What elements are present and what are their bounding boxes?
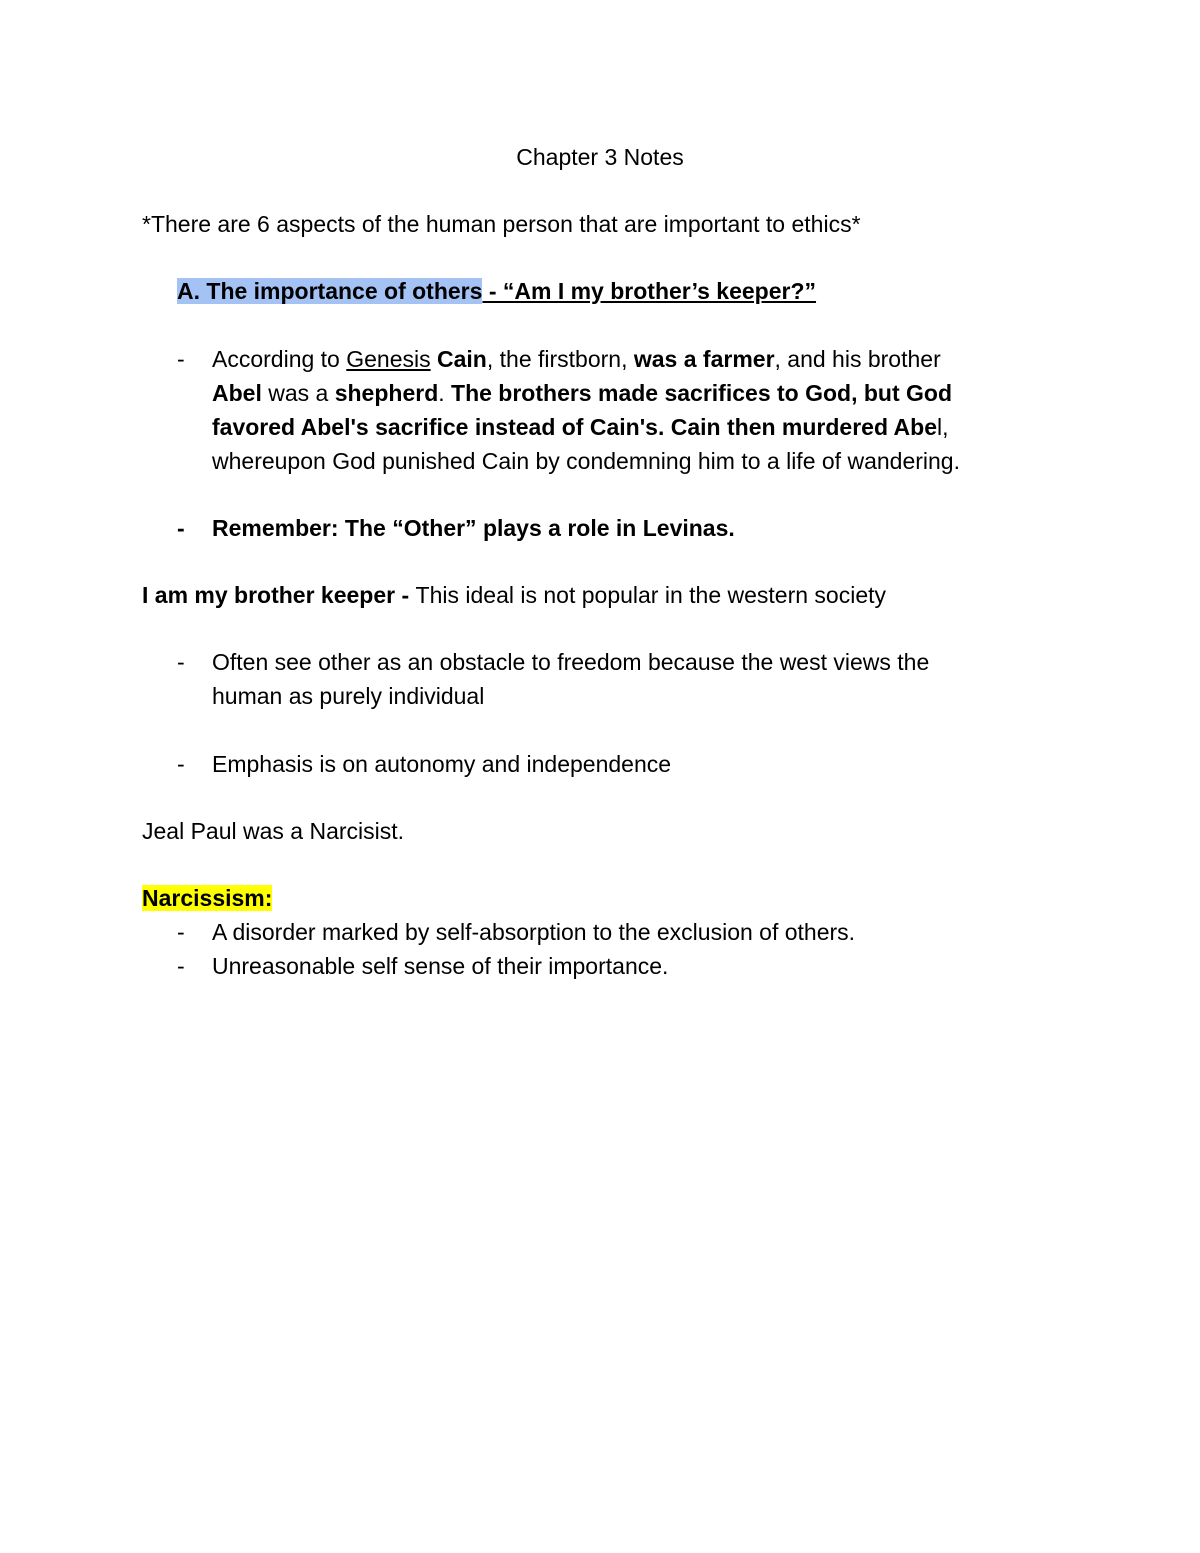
genesis-line-2 bbox=[212, 376, 952, 410]
text-run-bold: shepherd bbox=[334, 380, 439, 406]
text-run-bold: The brothers made sacrifices to God, but God bbox=[451, 380, 952, 406]
text-run-bold: Cain then murdered Abe bbox=[670, 414, 937, 440]
text-run: l, bbox=[937, 414, 949, 440]
document-title: Chapter 3 Notes bbox=[516, 144, 684, 170]
jeal-paragraph: Jeal Paul was a Narcisist. bbox=[142, 818, 405, 844]
text-run-bold: was a farmer bbox=[633, 346, 775, 372]
text-run-bold: Abel bbox=[212, 380, 262, 406]
keeper-bold: I am my brother keeper - bbox=[142, 582, 416, 608]
text-run: . bbox=[438, 380, 452, 406]
bullet-dash: - bbox=[177, 919, 185, 945]
text-run: was a bbox=[261, 380, 335, 406]
bullet-dash: - bbox=[177, 649, 185, 675]
genesis-line-3 bbox=[212, 410, 949, 444]
text-run-bold: Cain bbox=[437, 346, 487, 372]
bullet-dash: - bbox=[177, 953, 185, 979]
narcissism-heading bbox=[142, 881, 272, 915]
keeper-bullet-1-line-1: Often see other as an obstacle to freedom because the west views the bbox=[212, 649, 930, 675]
keeper-bullet-1-line-2: human as purely individual bbox=[212, 683, 485, 709]
narcissism-bullet-2-text: Unreasonable self sense of their importance. bbox=[212, 953, 669, 979]
keeper-rest: This ideal is not popular in the western society bbox=[415, 582, 887, 608]
text-run: , and his brother bbox=[774, 346, 941, 372]
genesis-line-1 bbox=[212, 342, 941, 376]
narcissism-highlight: Narcissism: bbox=[142, 885, 273, 911]
remember-text: Remember: The “Other” plays a role in Levinas. bbox=[212, 515, 735, 541]
text-run: , the firstborn, bbox=[486, 346, 634, 372]
narcissism-bullet-1-text: A disorder marked by self-absorption to the exclusion of others. bbox=[212, 919, 856, 945]
genesis-line-4: whereupon God punished Cain by condemning him to a life of wandering. bbox=[212, 448, 960, 474]
bullet-dash: - bbox=[177, 346, 185, 372]
text-run-bold: favored Abel's sacrifice instead of Cain's. bbox=[212, 414, 665, 440]
section-a-heading-highlighted: The importance of others bbox=[200, 278, 483, 304]
bullet-dash: - bbox=[177, 751, 185, 777]
section-a-highlight bbox=[177, 278, 482, 304]
text-run: According to bbox=[212, 346, 347, 372]
intro-text: *There are 6 aspects of the human person that are important to ethics* bbox=[142, 211, 861, 237]
section-a-heading bbox=[177, 274, 816, 308]
bullet-dash: - bbox=[177, 515, 185, 541]
section-a-letter: A. bbox=[177, 278, 200, 304]
keeper-paragraph bbox=[142, 578, 886, 612]
keeper-bullet-2-line-1: Emphasis is on autonomy and independence bbox=[212, 751, 672, 777]
genesis-underlined: Genesis bbox=[346, 346, 431, 372]
section-a-heading-rest: - “Am I my brother’s keeper?” bbox=[482, 278, 817, 304]
